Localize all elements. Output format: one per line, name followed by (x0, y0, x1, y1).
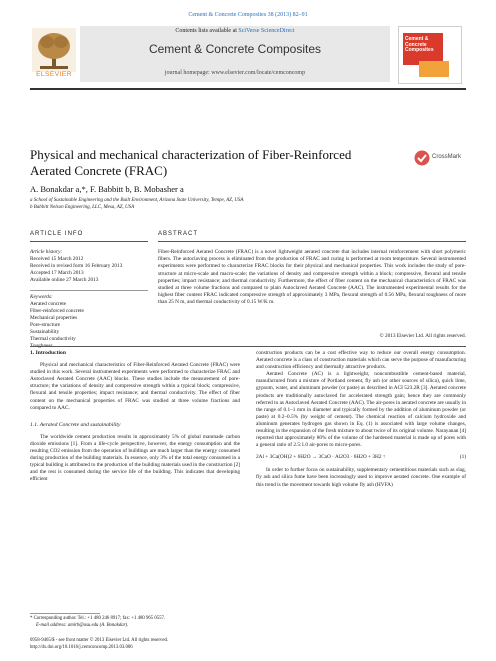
email-note[interactable]: E-mail address: amirb@asu.edu (A. Bonakdar). (36, 623, 129, 628)
doi-link[interactable]: http://dx.doi.org/10.1016/j.cemconcomp.2013.03.006 (30, 645, 133, 650)
right-paragraph-3: In order to further focus on sustainability, supplementary cementitious materials such as slag, fly ash and silica fume have been increasingly used to improve aerated concrete. One example of this trend is the movement towards high volume fly ash (HVFA) (256, 467, 466, 488)
history-revised: Received in revised form 16 February 2013 (30, 263, 123, 269)
affiliation-b: b Babbitt Nelson Engineering, LLC, Mesa, AZ, USA (30, 205, 135, 210)
history-accepted: Accepted 17 March 2013 (30, 270, 84, 276)
crossmark-label: CrossMark (432, 154, 462, 160)
history-keywords-rule (30, 290, 148, 291)
keyword-item: Aerated concrete (30, 301, 67, 307)
issn-line: 0958-9465/$ - see front matter © 2013 Elsevier Ltd. All rights reserved. (30, 638, 169, 643)
keyword-item: Thermal conductivity (30, 336, 76, 342)
history-online: Available online 27 March 2013 (30, 277, 99, 283)
equation-number: (1) (459, 454, 466, 461)
keyword-item: Mechanical properties (30, 315, 78, 321)
crossmark-icon (414, 150, 430, 166)
article-info-rule (30, 241, 148, 242)
corresponding-author-note: * Corresponding author. Tel.: +1 480 246 8917; fax: +1 480 965 0557. (30, 616, 166, 621)
elsevier-wordmark: ELSEVIER (36, 71, 72, 78)
history-received: Received 15 March 2012 (30, 256, 84, 262)
keyword-item: Fiber-reinforced concrete (30, 308, 84, 314)
journal-name: Cement & Concrete Composites (148, 42, 322, 56)
section-heading-introduction: 1. Introduction (30, 350, 66, 356)
subsection-paragraph: The worldwide cement production results in approximately 5% of global manmade carbon dioxide emissions [1]. From a life-cycle perspective, however, the energy consumption and the resulting CO2 emission from the operation of buildings are much larger than the energy consumed during production of the building materials. In essence, only 3% of the total energy consumed in a typical building is attributed to the production of the building materials used in the construction [2] and the rest is consumed during the service life of the building. This indicates that developing efficient (30, 433, 240, 483)
equation: 2Al + 3Ca(OH)2 + 6H2O → 3CaO · Al2O3 · 6H2O + 3H2 ↑ (256, 454, 386, 461)
article-info-heading: ARTICLE INFO (30, 231, 84, 237)
abstract-copyright: © 2013 Elsevier Ltd. All rights reserved. (379, 333, 466, 339)
article-history (30, 249, 148, 284)
affiliation-a: a School of Sustainable Engineering and the Built Environment, Arizona State University, Tempe, AZ, USA (30, 198, 244, 203)
abstract-rule (158, 241, 466, 242)
body-left-column (30, 350, 240, 484)
header-divider (30, 88, 466, 90)
journal-homepage[interactable]: journal homepage: www.elsevier.com/locate/cemconcomp (164, 70, 306, 76)
contents-prefix: Contents lists available at (175, 28, 239, 34)
sciencedirect-link[interactable]: SciVerse ScienceDirect (238, 28, 295, 34)
footnote-rule (30, 613, 100, 614)
contents-line (80, 28, 390, 34)
keywords-label: Keywords: (30, 294, 53, 300)
cover-title: Cement & Concrete Composites (405, 36, 434, 53)
equation-row (256, 454, 466, 462)
elsevier-logo (32, 28, 76, 80)
subsection-heading: 1.1. Aerated Concrete and sustainability (30, 421, 121, 428)
journal-cover-thumbnail (398, 26, 462, 84)
keyword-item: Sustainability (30, 329, 60, 335)
crossmark-badge[interactable] (414, 150, 474, 166)
author-list: A. Bonakdar a,*, F. Babbitt b, B. Mobasher a (30, 184, 184, 194)
intro-paragraph: Physical and mechanical characteristics of Fiber-Reinforced Aerated Concrete (FRAC) were studied in this work. Several instrumented experiments were performed to characterize FRAC and Autoclaved Aerated Concrete (AAC) blocks. These studies include the measurement of pore-structure; the variations of density and compressive strength within a typical block; compressive, flexural and tensile properties; impact resistance; and thermal conductivity. The effect of fiber content on the mechanical properties of FRAC was studied at three volume fractions and compared to AAC. (30, 362, 240, 411)
body-right-column (256, 350, 466, 489)
right-paragraph-2: Aerated Concrete (AC) is a lightweight, noncombustible cement-based material, manufactured from a mixture of Portland cement, fly ash (or other sources of silica), quick lime, gypsum, water, and aluminum powder (or paste) as described in ACI 523.2R [3]. Aerated concrete products are traditionally autoclaved for accelerated strength gain; hence they are commonly referred to as Autoclaved Aerated Concrete (AAC). The air-pores in aerated concrete are usually in the range of 0.1–1 mm in diameter and typically formed by the addition of aluminum powder (or paste) at 0.2–0.5% (by weight of cement). The chemical reaction of calcium hydroxide and aluminum generates hydrogen gas shown in Eq. (1) is associated with large volume changes, resulting in the expansion of the fresh mixture to about twice of its original volume. Narayanan [4] reported that approximately 80% of the volume of the hardened material is made up of pores with a general ratio of 2.5:1.0 air-pores to micro-pores. (256, 371, 466, 449)
article-title: Physical and mechanical characterization of Fiber-Reinforced Aerated Concrete (FRAC) (30, 147, 352, 178)
abstract-heading: ABSTRACT (158, 231, 199, 237)
abstract-text: Fiber-Reinforced Aerated Concrete (FRAC) is a novel lightweight aerated concrete that includes internal reinforcement with short polymeric fibers. The autoclaving process is eliminated from the production of FRAC and curing is performed at room temperature. Several instrumented experiments were performed to characterize FRAC blocks for their physical and mechanical properties. This work includes the study of pore-structure at micro-scale and macro-scale; the variations of density and compressive strength within a block; compressive, flexural and tensile properties; impact resistance; and thermal conductivity. Furthermore, the effect of fiber content on the mechanical characteristics of FRAC was studied at three volume fractions and compared to plain Autoclaved Aerated Concrete (AAC). The instrumented experimental results for the highest fiber content FRAC indicated compressive strength of approximately 3 MPa, flexural strength of 0.56 MPa, flexural toughness of more than 25 N m, and thermal conductivity of 0.15 W/K m. (158, 249, 466, 306)
front-matter-rule (30, 346, 466, 347)
history-label: Article history: (30, 249, 63, 255)
right-paragraph-1: construction products can be a cost effective way to reduce our overall energy consumption. Aerated concrete is a class of construction materials which can serve the purpose of manufacturing and construction efficiency and thermally attractive products. (256, 350, 466, 371)
journal-reference[interactable]: Cement & Concrete Composites 38 (2013) 82–91 (188, 12, 308, 18)
keyword-item: Pore-structure (30, 322, 61, 328)
keywords (30, 294, 148, 350)
